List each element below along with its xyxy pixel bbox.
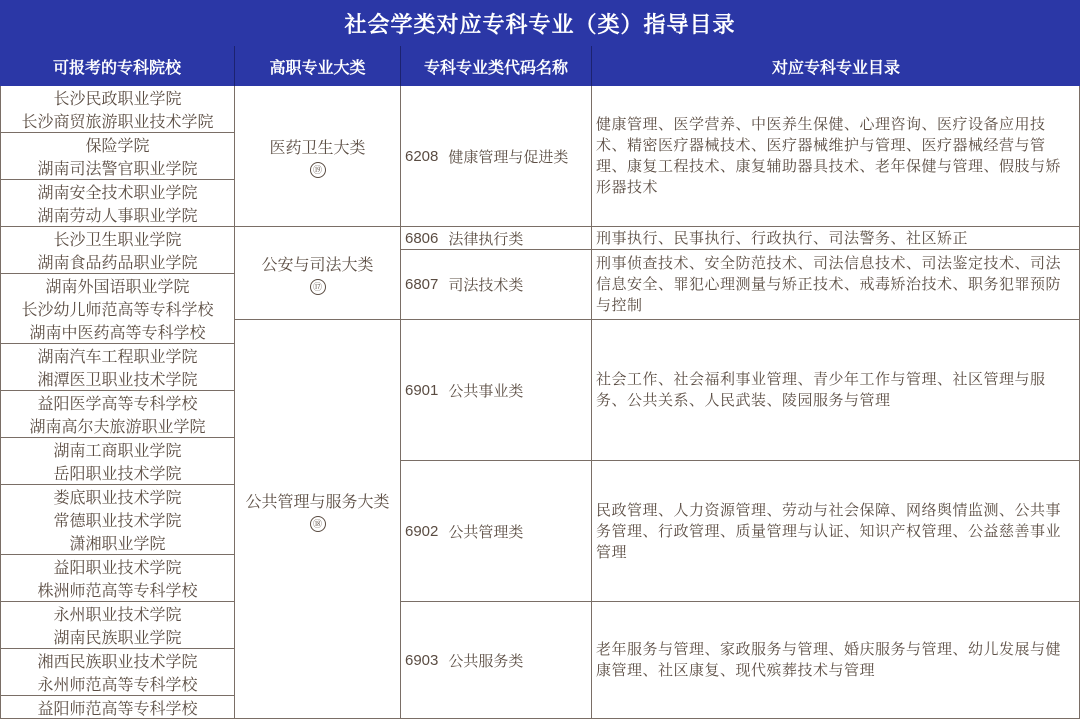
school-cell: 常德职业技术学院 — [0, 508, 235, 532]
category-number-badge: ⑲ — [310, 162, 326, 178]
header-schools: 可报考的专科院校 — [0, 46, 235, 86]
code-cell — [401, 461, 592, 602]
category-name: 公安与司法大类 — [261, 254, 374, 274]
code-cell — [401, 250, 592, 320]
majors-cell: 刑事执行、民事执行、行政执行、司法警务、社区矫正 — [592, 227, 1080, 250]
school-cell: 湖南民族职业学院 — [0, 625, 235, 649]
category-name: 医药卫生大类 — [269, 137, 366, 157]
school-cell: 永州职业技术学院 — [0, 602, 235, 626]
code-name: 公共事业类 — [448, 381, 524, 400]
school-cell: 保险学院 — [0, 133, 235, 157]
category-cell — [235, 320, 401, 719]
school-cell: 湖南外国语职业学院 — [0, 274, 235, 298]
school-cell: 娄底职业技术学院 — [0, 485, 235, 509]
school-cell: 湖南汽车工程职业学院 — [0, 344, 235, 368]
page-title: 社会学类对应专科专业（类）指导目录 — [0, 0, 1080, 47]
school-cell: 益阳师范高等专科学校 — [0, 696, 235, 719]
school-cell: 长沙卫生职业学院 — [0, 227, 235, 251]
code-name: 司法技术类 — [448, 276, 524, 294]
category-number-badge: ⑱ — [310, 516, 326, 532]
header-code: 专科专业类代码名称 — [401, 46, 592, 86]
school-cell: 湖南中医药高等专科学校 — [0, 320, 235, 344]
majors-cell: 老年服务与管理、家政服务与管理、婚庆服务与管理、幼儿发展与健康管理、社区康复、现代殡葬技术与管理 — [592, 602, 1080, 719]
table-header — [0, 46, 1080, 87]
header-category: 高职专业大类 — [235, 46, 401, 86]
majors-cell: 健康管理、医学营养、中医养生保健、心理咨询、医疗设备应用技术、精密医疗器械技术、医疗器械维护与管理、医疗器械经营与管理、康复工程技术、康复辅助器具技术、老年保健与管理、假肢与矫形器技术 — [592, 86, 1080, 227]
code-cell — [401, 602, 592, 719]
majors-cell: 刑事侦查技术、安全防范技术、司法信息技术、司法鉴定技术、司法信息安全、罪犯心理测量与矫正技术、戒毒矫治技术、职务犯罪预防与控制 — [592, 250, 1080, 320]
school-cell: 湖南司法警官职业学院 — [0, 156, 235, 180]
code-cell — [401, 227, 592, 250]
school-cell: 益阳职业技术学院 — [0, 555, 235, 579]
majors-cell: 民政管理、人力资源管理、劳动与社会保障、网络舆情监测、公共事务管理、行政管理、质量管理与认证、知识产权管理、公益慈善事业管理 — [592, 461, 1080, 602]
school-cell: 长沙幼儿师范高等专科学校 — [0, 297, 235, 321]
school-cell: 岳阳职业技术学院 — [0, 461, 235, 485]
code-number: 6807 — [405, 276, 439, 293]
school-cell: 湘潭医卫职业技术学院 — [0, 367, 235, 391]
school-cell: 湖南安全技术职业学院 — [0, 180, 235, 204]
code-number: 6208 — [405, 147, 439, 165]
school-cell: 长沙民政职业学院 — [0, 86, 235, 110]
code-number: 6806 — [405, 229, 439, 247]
school-cell: 长沙商贸旅游职业技术学院 — [0, 109, 235, 133]
school-cell: 株洲师范高等专科学校 — [0, 578, 235, 602]
school-cell: 益阳医学高等专科学校 — [0, 391, 235, 415]
code-name: 公共管理类 — [448, 522, 524, 541]
school-cell: 湖南食品药品职业学院 — [0, 250, 235, 274]
code-cell — [401, 86, 592, 227]
header-majors: 对应专科专业目录 — [771, 57, 900, 77]
school-cell: 永州师范高等专科学校 — [0, 672, 235, 696]
code-number: 6902 — [405, 522, 439, 540]
code-name: 健康管理与促进类 — [448, 147, 569, 166]
code-name: 法律执行类 — [448, 229, 524, 248]
category-cell — [235, 86, 401, 227]
school-cell: 潇湘职业学院 — [0, 531, 235, 555]
category-number-badge: ⑰ — [310, 279, 326, 295]
code-cell — [401, 320, 592, 461]
category-name: 公共管理与服务大类 — [245, 491, 390, 511]
category-cell — [235, 227, 401, 320]
school-cell: 湖南工商职业学院 — [0, 438, 235, 462]
school-cell: 湘西民族职业技术学院 — [0, 649, 235, 673]
majors-cell: 社会工作、社会福利事业管理、青少年工作与管理、社区管理与服务、公共关系、人民武装、陵园服务与管理 — [592, 320, 1080, 461]
code-name: 公共服务类 — [448, 651, 524, 670]
catalog-table — [0, 86, 1080, 719]
code-number: 6901 — [405, 381, 439, 399]
school-cell: 湖南高尔夫旅游职业学院 — [0, 414, 235, 438]
school-cell: 湖南劳动人事职业学院 — [0, 203, 235, 227]
code-number: 6903 — [405, 651, 439, 669]
